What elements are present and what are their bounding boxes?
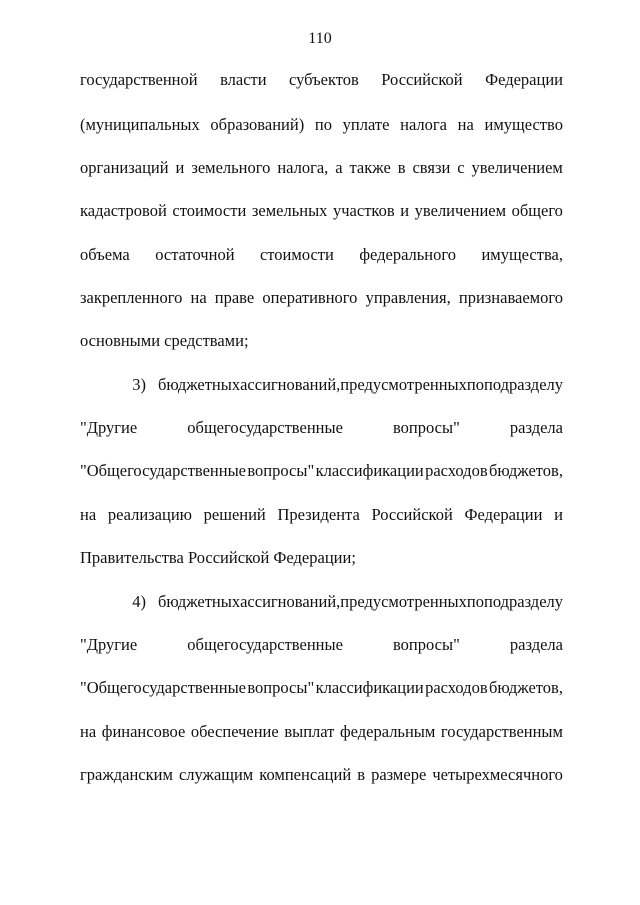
text-line — [80, 288, 563, 308]
word: оперативного — [262, 288, 358, 307]
word: имущество — [484, 115, 563, 134]
text-line: Правительства Российской Федерации; — [80, 548, 356, 567]
word: вопросы" — [247, 461, 315, 480]
word: Президента — [277, 505, 360, 524]
word: ассигнований, — [240, 375, 341, 394]
text-line — [80, 635, 563, 655]
word: классификации — [315, 461, 424, 480]
text-line — [80, 158, 563, 178]
word: раздела — [509, 635, 563, 654]
word: Российской — [381, 70, 463, 89]
word: федеральным — [339, 722, 436, 741]
word: на — [457, 115, 474, 134]
word: бюджетов, — [489, 678, 563, 697]
word: остаточной — [155, 245, 235, 264]
word: государственным — [440, 722, 563, 741]
word: также — [349, 158, 391, 177]
word: предусмотренных — [340, 375, 467, 394]
word: а — [335, 158, 343, 177]
word: объема — [80, 245, 130, 264]
list-item-number: 3) — [132, 375, 146, 394]
word: федерального — [359, 245, 456, 264]
word: земельных — [251, 201, 328, 220]
text-line — [80, 722, 563, 742]
word: подразделу — [484, 592, 563, 611]
list-item-number: 4) — [132, 592, 146, 611]
word: имущества, — [481, 245, 563, 264]
word: Российской — [371, 505, 453, 524]
word: организаций — [80, 158, 169, 177]
word: в — [357, 765, 366, 784]
word: общегосударственные — [187, 635, 343, 654]
word: Федерации — [464, 505, 543, 524]
word: гражданским — [80, 765, 173, 784]
word: уплате — [342, 115, 390, 134]
text-line — [80, 765, 563, 785]
word: "Общегосударственные — [80, 678, 246, 697]
text-line — [80, 115, 563, 135]
word: участков — [333, 201, 395, 220]
list-item-line — [80, 592, 563, 612]
text-line — [80, 201, 563, 221]
word: компенсаций — [259, 765, 352, 784]
text-line: основными средствами; — [80, 331, 249, 350]
word: вопросы" — [393, 418, 460, 437]
word: кадастровой — [80, 201, 167, 220]
word: стоимости — [172, 201, 247, 220]
page-number: 110 — [308, 30, 332, 47]
word: признаваемого — [458, 288, 563, 307]
word: общегосударственные — [187, 418, 343, 437]
list-item-text — [158, 592, 563, 612]
text-line — [80, 70, 563, 90]
word: на — [80, 722, 97, 741]
word: расходов — [425, 461, 488, 480]
word: раздела — [509, 418, 563, 437]
word: в — [397, 158, 406, 177]
word: решений — [203, 505, 266, 524]
text-line — [80, 505, 563, 525]
word: по — [466, 592, 484, 611]
word: четырехмесячного — [432, 765, 563, 784]
word: и — [554, 505, 563, 524]
word: предусмотренных — [340, 592, 467, 611]
text-line — [80, 678, 563, 698]
word: реализацию — [107, 505, 192, 524]
word: земельного — [191, 158, 271, 177]
word: по — [466, 375, 484, 394]
word: подразделу — [484, 375, 563, 394]
word: "Другие — [80, 635, 138, 654]
word: с — [457, 158, 465, 177]
word: ассигнований, — [240, 592, 341, 611]
word: вопросы" — [393, 635, 460, 654]
word: управления, — [365, 288, 451, 307]
word: закрепленного — [80, 288, 183, 307]
word: налога, — [277, 158, 329, 177]
word: на — [80, 505, 97, 524]
word: "Общегосударственные — [80, 461, 246, 480]
word: налога — [400, 115, 447, 134]
text-line — [80, 245, 563, 265]
word: бюджетных — [157, 592, 241, 611]
word: праве — [214, 288, 255, 307]
word: власти — [220, 70, 267, 89]
word: связи — [412, 158, 451, 177]
word: общего — [511, 201, 563, 220]
word: классификации — [315, 678, 424, 697]
word: на — [190, 288, 207, 307]
word: финансовое — [101, 722, 186, 741]
word: вопросы" — [247, 678, 315, 697]
word: бюджетных — [157, 375, 241, 394]
word: увеличением — [471, 158, 563, 177]
word: и — [400, 201, 410, 220]
word: "Другие — [80, 418, 138, 437]
word: и — [175, 158, 185, 177]
word: служащим — [178, 765, 254, 784]
word: государственной — [80, 70, 198, 89]
word: бюджетов, — [489, 461, 563, 480]
word: расходов — [425, 678, 488, 697]
word: субъектов — [289, 70, 359, 89]
word: увеличением — [414, 201, 507, 220]
list-item-line — [80, 375, 563, 395]
word: Федерации — [485, 70, 563, 89]
text-line — [80, 461, 563, 481]
text-line — [80, 418, 563, 438]
word: стоимости — [259, 245, 334, 264]
word: (муниципальных — [80, 115, 200, 134]
word: образований) — [210, 115, 305, 134]
list-item-text — [158, 375, 563, 395]
word: обеспечение — [190, 722, 279, 741]
word: размере — [371, 765, 427, 784]
word: по — [314, 115, 332, 134]
word: выплат — [284, 722, 335, 741]
